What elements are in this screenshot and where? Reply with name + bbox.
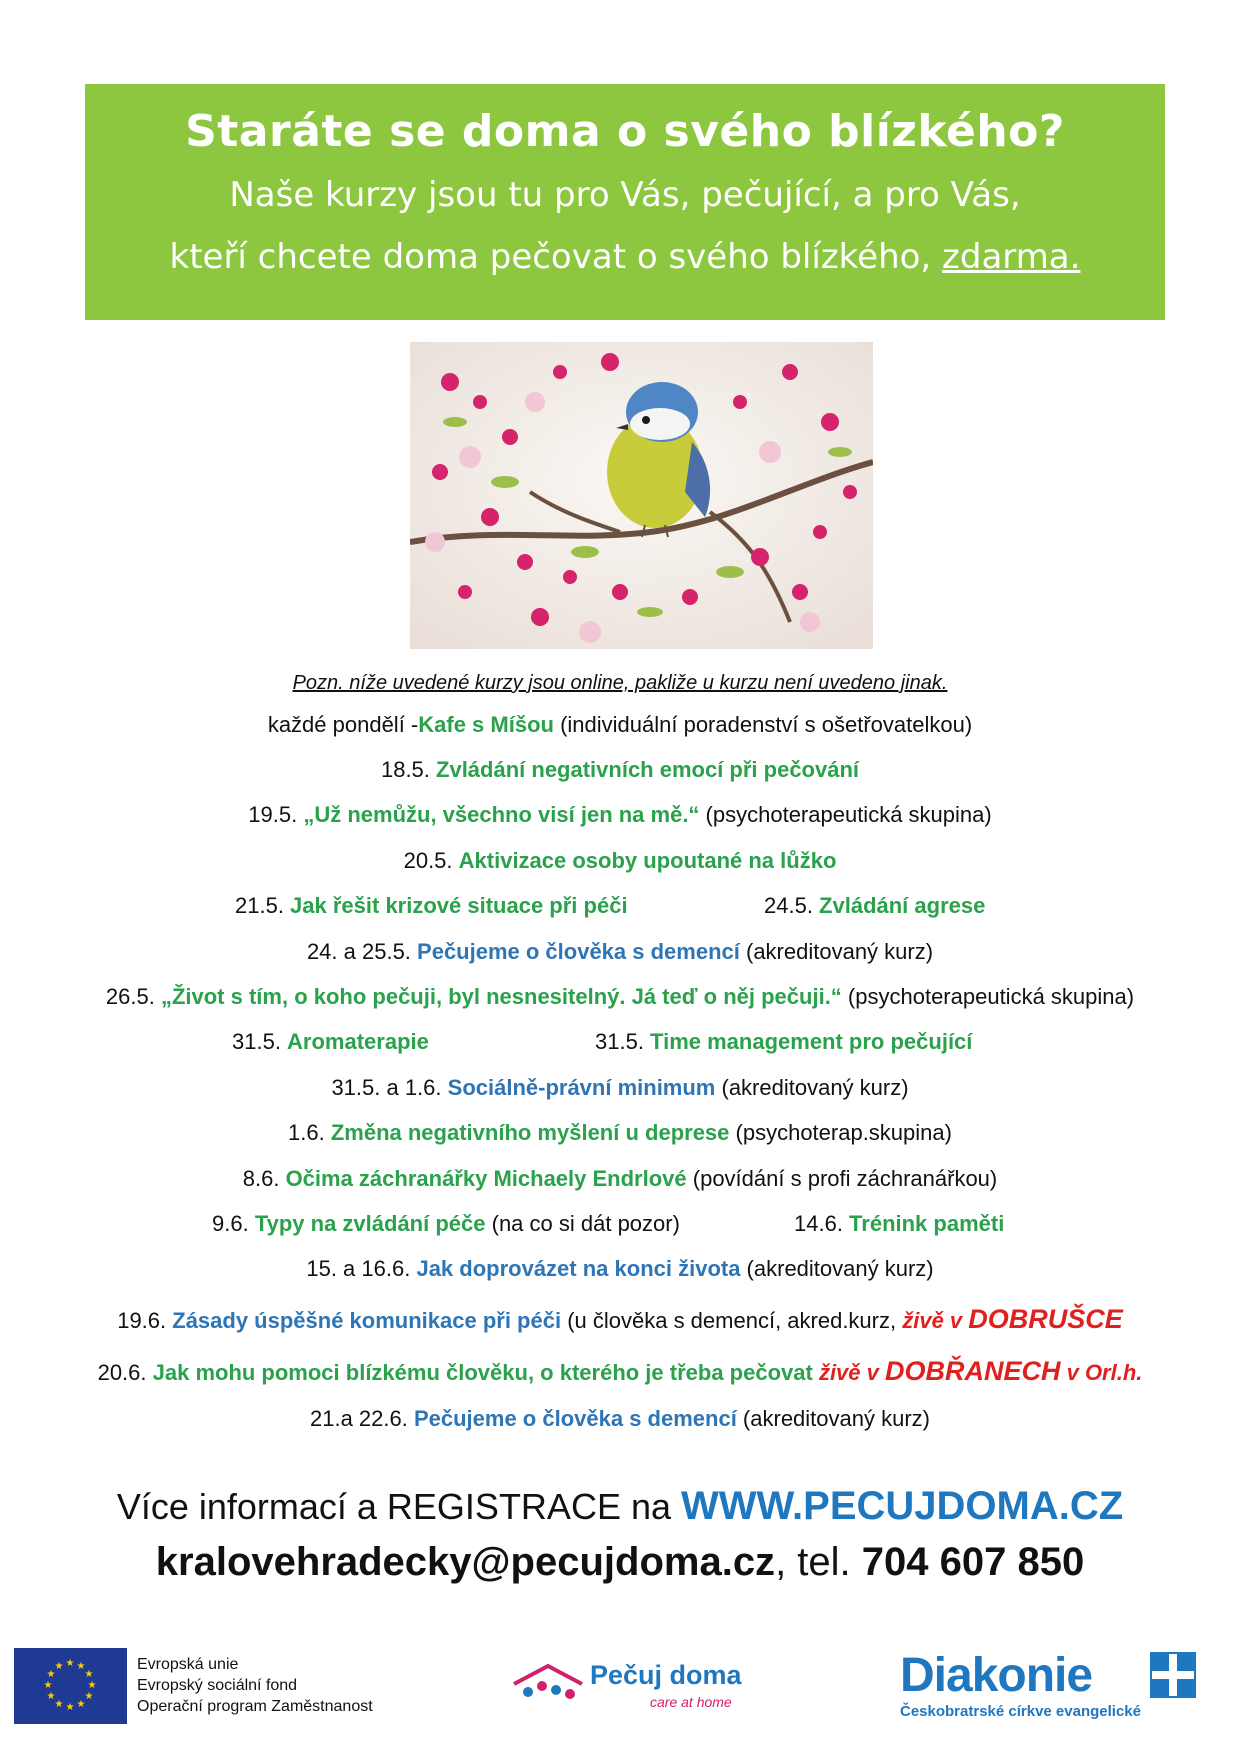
svg-text:★: ★: [46, 1669, 56, 1680]
course-line: [0, 1166, 1240, 1192]
course-date: 19.6.: [117, 1308, 173, 1333]
course-title: Změna negativního myšlení u deprese: [330, 1120, 730, 1145]
course-note: (akreditovaný kurz): [736, 1406, 930, 1431]
course-title: Sociálně-právní minimum: [447, 1075, 716, 1100]
course-line: [764, 893, 985, 919]
course-title: Jak řešit krizové situace při péči: [290, 893, 628, 918]
eu-line: Evropská unie: [137, 1656, 239, 1673]
registration-prefix: Více informací a REGISTRACE na: [116, 1486, 681, 1527]
svg-text:★: ★: [65, 1702, 75, 1713]
course-date: 26.5.: [105, 984, 161, 1009]
course-date: 31.5.: [595, 1029, 651, 1054]
tel-label: , tel.: [775, 1540, 862, 1584]
course-line: [0, 1256, 1240, 1282]
course-note: (u člověka s demencí, akred.kurz,: [561, 1308, 903, 1333]
svg-text:★: ★: [54, 1699, 64, 1710]
course-title: Pečujeme o člověka s demencí: [413, 1406, 737, 1431]
course-line: [0, 984, 1240, 1010]
course-line: [232, 1029, 429, 1055]
course-date: 24.5.: [764, 893, 820, 918]
course-date: 21.a 22.6.: [309, 1406, 414, 1431]
course-date: 31.5. a 1.6.: [331, 1075, 448, 1100]
live-label: živě v: [902, 1308, 969, 1333]
course-date: 31.5.: [232, 1029, 288, 1054]
course-title: Zvládání negativních emocí při pečování: [436, 757, 860, 782]
diakonie-cross-icon: [1150, 1652, 1196, 1698]
course-line: [0, 1406, 1240, 1432]
course-date: 15. a 16.6.: [306, 1256, 417, 1281]
live-label: živě v: [818, 1360, 885, 1385]
course-title: Jak mohu pomoci blízkému člověku, o kterého je třeba pečovat: [152, 1360, 819, 1385]
course-title: „Život s tím, o koho pečuji, byl nesnesitelný. Já teď o něj pečuji.“: [160, 984, 842, 1009]
online-note: Pozn. níže uvedené kurzy jsou online, pakliže u kurzu není uvedeno jinak.: [292, 672, 948, 694]
course-title: Aromaterapie: [287, 1029, 429, 1054]
course-note: (povídání s profi záchranářkou): [686, 1166, 998, 1191]
svg-text:★: ★: [76, 1699, 86, 1710]
course-title: Aktivizace osoby upoutané na lůžko: [458, 848, 837, 873]
course-line: [0, 939, 1240, 965]
course-date: 19.5.: [248, 802, 304, 827]
course-title: Očima záchranářky Michaely Endrlové: [285, 1166, 687, 1191]
course-title: „Už nemůžu, všechno visí jen na mě.“: [303, 802, 700, 827]
course-title: Zásady úspěšné komunikace při péči: [172, 1308, 562, 1333]
svg-text:★: ★: [87, 1680, 97, 1691]
svg-text:★: ★: [54, 1661, 64, 1672]
phone-number: 704 607 850: [861, 1540, 1085, 1584]
course-title: Typy na zvládání péče: [254, 1211, 486, 1236]
diakonie-subtitle: Českobratrské církve evangelické: [900, 1703, 1141, 1720]
course-line: [0, 802, 1240, 828]
diakonie-logo: [900, 1648, 1200, 1728]
banner-free-word: zdarma.: [942, 237, 1081, 277]
course-line: [0, 757, 1240, 783]
course-note: (individuální poradenství s ošetřovatelkou): [553, 712, 973, 737]
contact-info: [0, 1540, 1240, 1585]
diakonie-title: Diakonie: [900, 1649, 1093, 1702]
course-note: (psychoterapeutická skupina): [841, 984, 1135, 1009]
course-date: 18.5.: [380, 757, 437, 782]
course-line: [0, 1120, 1240, 1146]
banner-line-1: Naše kurzy jsou tu pro Vás, pečující, a pro Vás,: [229, 175, 1021, 215]
course-date: každé pondělí -: [267, 712, 419, 737]
course-date: 24. a 25.5.: [306, 939, 418, 964]
pecuj-doma-logo: [510, 1660, 750, 1720]
course-line: [235, 893, 628, 919]
course-title: Pečujeme o člověka s demencí: [417, 939, 740, 964]
course-line: [0, 1075, 1240, 1101]
svg-text:★: ★: [43, 1680, 53, 1691]
course-date: 1.6.: [288, 1120, 331, 1145]
course-title: Kafe s Míšou: [418, 712, 554, 737]
live-place: DOBŘANECH: [884, 1356, 1061, 1386]
pecuj-doma-title: Pečuj doma: [590, 1660, 742, 1690]
live-place: DOBRUŠCE: [968, 1304, 1123, 1334]
registration-info: [0, 1484, 1240, 1529]
course-note: (na co si dát pozor): [485, 1211, 680, 1236]
course-line: [0, 1304, 1240, 1335]
course-line: [0, 712, 1240, 738]
svg-text:★: ★: [84, 1691, 94, 1702]
course-note: (akreditovaný kurz): [740, 1256, 934, 1281]
course-line: [595, 1029, 972, 1055]
live-suffix: v Orl.h.: [1060, 1360, 1143, 1385]
course-date: 9.6.: [212, 1211, 255, 1236]
eu-text: [137, 1654, 373, 1717]
course-date: 20.6.: [97, 1360, 153, 1385]
course-date: 14.6.: [794, 1211, 850, 1236]
course-date: 20.5.: [403, 848, 459, 873]
course-note: (psychoterap.skupina): [729, 1120, 952, 1145]
svg-text:★: ★: [46, 1691, 56, 1702]
email-link[interactable]: kralovehradecky@pecujdoma.cz: [155, 1540, 776, 1584]
course-note: (akreditovaný kurz): [715, 1075, 909, 1100]
eu-line: Operační program Zaměstnanost: [137, 1698, 373, 1715]
course-line: [212, 1211, 680, 1237]
svg-text:★: ★: [76, 1661, 86, 1672]
banner-title: Staráte se doma o svého blízkého?: [185, 106, 1065, 157]
course-note: (akreditovaný kurz): [739, 939, 934, 964]
course-title: Zvládání agrese: [819, 893, 986, 918]
course-title: Time management pro pečující: [650, 1029, 973, 1054]
svg-text:★: ★: [65, 1658, 75, 1669]
course-line: [0, 848, 1240, 874]
course-date: 8.6.: [242, 1166, 286, 1191]
house-dots-icon: [510, 1660, 590, 1710]
bird-on-blossom-illustration: [410, 342, 873, 649]
svg-text:★: ★: [84, 1669, 94, 1680]
course-date: 21.5.: [235, 893, 291, 918]
pecuj-doma-subtitle: care at home: [650, 1694, 732, 1710]
course-title: Jak doprovázet na konci života: [416, 1256, 741, 1281]
banner-line-2: kteří chcete doma pečovat o svého blízkého, zdarma.: [169, 237, 1081, 277]
course-line: [0, 1356, 1240, 1387]
course-line: [794, 1211, 1004, 1237]
eu-stars-icon: [14, 1648, 127, 1724]
bird-photo: [410, 342, 873, 649]
course-note: (psychoterapeutická skupina): [699, 802, 992, 827]
eu-flag-logo: [14, 1648, 127, 1724]
course-title: Trénink paměti: [849, 1211, 1005, 1236]
header-banner: [85, 84, 1165, 320]
website-link[interactable]: WWW.PECUJDOMA.CZ: [681, 1484, 1124, 1528]
eu-line: Evropský sociální fond: [137, 1677, 298, 1694]
